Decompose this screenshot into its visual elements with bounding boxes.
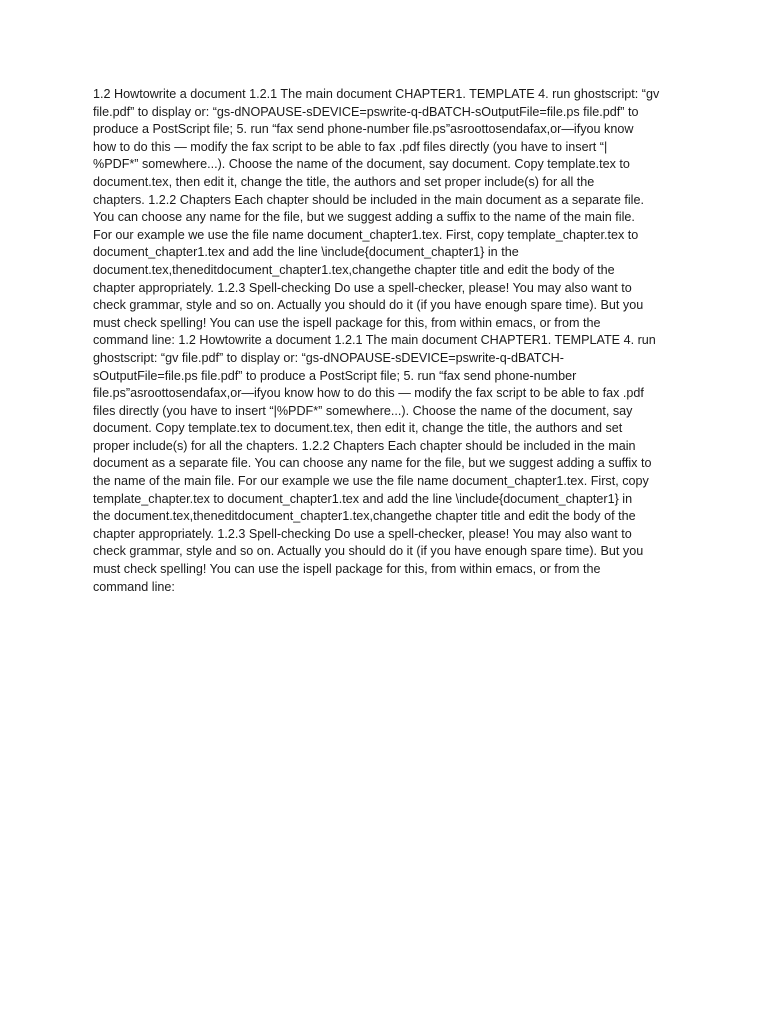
text-line: 1.2 Howtowrite a document 1.2.1 The main document CHAPTER1. TEMPLATE 4. run ghostscript: “gv xyxy=(93,87,660,101)
text-line: sOutputFile=file.ps file.pdf” to produce a PostScript file; 5. run “fax send phone-number xyxy=(93,368,577,383)
text-line: proper include(s) for all the chapters. 1.2.2 Chapters Each chapter should be included in the main xyxy=(93,438,636,453)
text-line: the name of the main file. For our example we use the file name document_chapter1.tex. First, copy xyxy=(93,474,649,489)
text-line: chapter appropriately. 1.2.3 Spell-checking Do use a spell-checker, please! You may also want to xyxy=(93,526,632,541)
text-line: ghostscript: “gv file.pdf” to display or: “gs-dNOPAUSE-sDEVICE=pswrite-q-dBATCH- xyxy=(93,350,564,365)
text-line: the document.tex,theneditdocument_chapter1.tex,changethe chapter title and edit the body of the xyxy=(93,509,636,524)
text-line: document as a separate file. You can choose any name for the file, but we suggest adding a suffix to xyxy=(93,456,652,471)
text-line: file.pdf” to display or: “gs-dNOPAUSE-sDEVICE=pswrite-q-dBATCH-sOutputFile=file.ps file.pdf” to xyxy=(93,104,639,119)
text-line: produce a PostScript file; 5. run “fax send phone-number file.ps”asroottosendafax,or—ifyou know xyxy=(93,122,634,137)
text-line: command line: xyxy=(93,579,175,594)
text-line: document_chapter1.tex and add the line \include{document_chapter1} in the xyxy=(93,245,519,260)
text-line: how to do this — modify the fax script to be able to fax .pdf files directly (you have to insert “| xyxy=(93,139,608,154)
text-line: %PDF*” somewhere...). Choose the name of the document, say document. Copy template.tex to xyxy=(93,157,630,172)
text-line: check grammar, style and so on. Actually you should do it (if you have enough spare time). But you xyxy=(93,298,644,313)
text-line: document. Copy template.tex to document.tex, then edit it, change the title, the authors and set xyxy=(93,421,623,436)
text-line: files directly (you have to insert “|%PDF*” somewhere...). Choose the name of the document, say xyxy=(93,403,633,418)
text-line: command line: 1.2 Howtowrite a document 1.2.1 The main document CHAPTER1. TEMPLATE 4. run xyxy=(93,333,656,348)
text-line: template_chapter.tex to document_chapter1.tex and add the line \include{document_chapter1} in xyxy=(93,491,633,506)
text-line: You can choose any name for the file, but we suggest adding a suffix to the name of the main file. xyxy=(93,210,635,225)
text-line: must check spelling! You can use the ispell package for this, from within emacs, or from the xyxy=(93,562,601,577)
text-line: document.tex,theneditdocument_chapter1.tex,changethe chapter title and edit the body of the xyxy=(93,262,615,277)
body-paragraph xyxy=(93,86,675,596)
text-line: chapter appropriately. 1.2.3 Spell-checking Do use a spell-checker, please! You may also want to xyxy=(93,280,632,295)
text-line: For our example we use the file name document_chapter1.tex. First, copy template_chapter.tex to xyxy=(93,227,639,242)
text-line: file.ps”asroottosendafax,or—ifyou know how to do this — modify the fax script to be able to fax .pdf xyxy=(93,386,644,401)
text-line: must check spelling! You can use the ispell package for this, from within emacs, or from the xyxy=(93,315,601,330)
text-line: chapters. 1.2.2 Chapters Each chapter should be included in the main document as a separate file. xyxy=(93,192,644,207)
text-line: check grammar, style and so on. Actually you should do it (if you have enough spare time). But you xyxy=(93,544,644,559)
text-line: document.tex, then edit it, change the title, the authors and set proper include(s) for all the xyxy=(93,174,595,189)
